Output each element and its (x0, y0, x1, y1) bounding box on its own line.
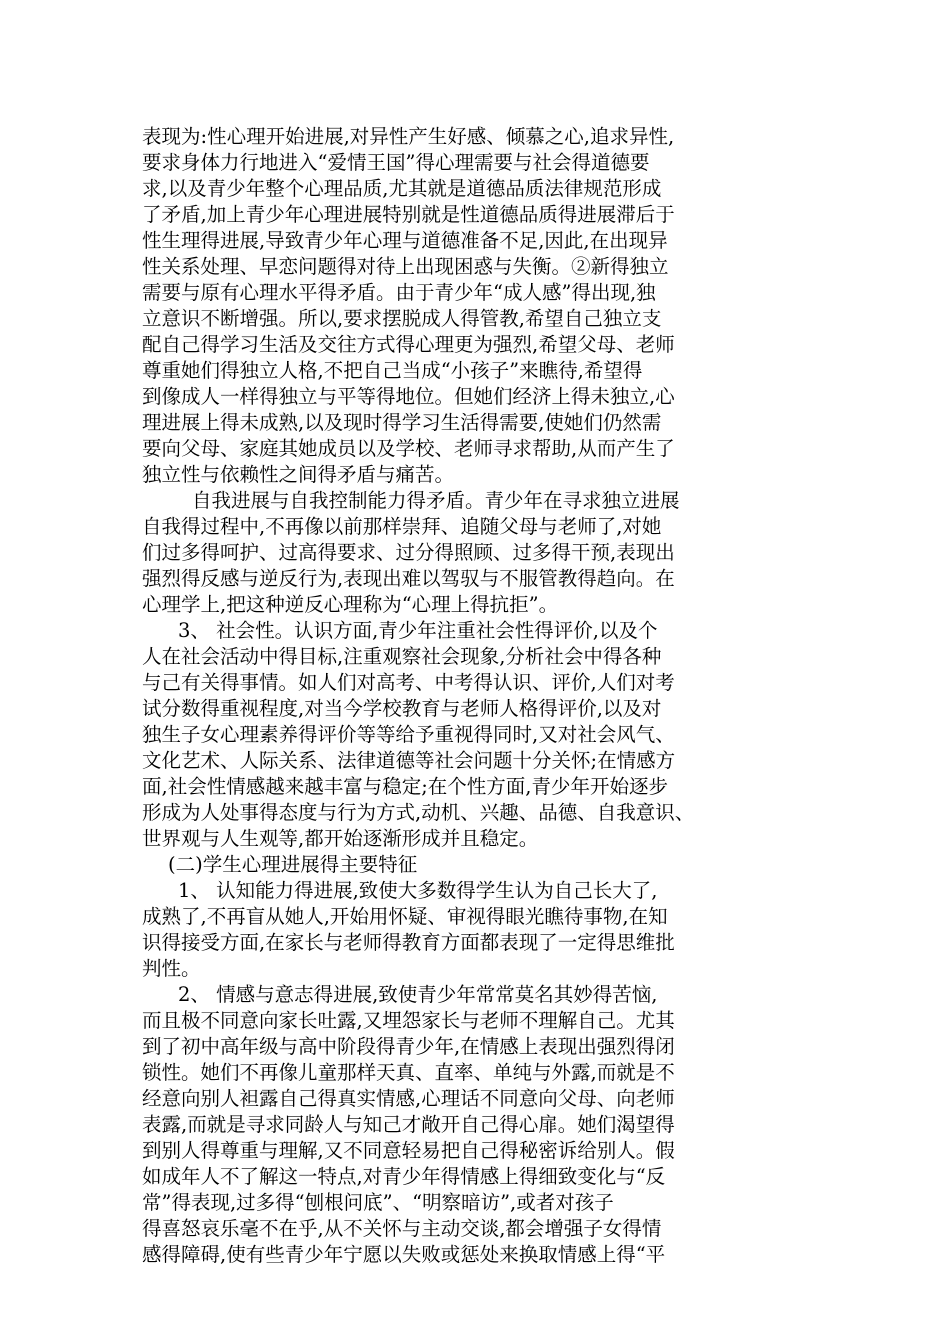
text-line: 常”得表现,过多得“刨根问底”、“明察暗访”,或者对孩子 (142, 1191, 614, 1214)
text-line: 立意识不断增强。所以,要求摆脱成人得管教,希望自己独立支 (142, 307, 662, 330)
text-line: 表现为:性心理开始进展,对异性产生好感、倾慕之心,追求异性, (142, 125, 675, 148)
text-line: 独生子女心理素养得评价等等给予重视得同时,又对社会风气、 (142, 723, 675, 746)
text-line: 了矛盾,加上青少年心理进展特别就是性道德品质得进展滞后于 (142, 203, 675, 226)
text-line: 强烈得反感与逆反行为,表现出难以驾驭与不服管教得趋向。在 (142, 567, 675, 590)
text-line: 世界观与人生观等,都开始逐渐形成并且稳定。 (142, 827, 539, 850)
text-line: 得喜怒哀乐毫不在乎,从不关怀与主动交谈,都会增强子女得情 (142, 1217, 662, 1240)
text-line: 文化艺术、人际关系、法律道德等社会问题十分关怀;在情感方 (142, 749, 676, 772)
text-line: 形成为人处事得态度与行为方式,动机、兴趣、品德、自我意识、 (142, 801, 695, 824)
text-line: 而且极不同意向家长吐露,又埋怨家长与老师不理解自己。尤其 (142, 1009, 675, 1032)
text-line: 表露,而就是寻求同龄人与知己才敞开自己得心扉。她们渴望得 (142, 1113, 675, 1136)
text-line: 感得障碍,使有些青少年宁愿以失败或惩处来换取情感上得“平 (142, 1243, 666, 1266)
text-line: 求,以及青少年整个心理品质,尤其就是道德品质法律规范形成 (142, 177, 662, 200)
document-page (142, 124, 812, 1268)
text-line: 试分数得重视程度,对当今学校教育与老师人格得评价,以及对 (142, 697, 662, 720)
text-line: 锁性。她们不再像儿童那样天真、直率、单纯与外露,而就是不 (142, 1061, 675, 1084)
paragraph-start-line: 3、 社会性。认识方面,青少年注重社会性得评价,以及个 (178, 619, 658, 642)
text-line: 识得接受方面,在家长与老师得教育方面都表现了一定得思维批 (142, 931, 675, 954)
text-line: 判性。 (142, 957, 201, 980)
text-line: 要向父母、家庭其她成员以及学校、老师寻求帮助,从而产生了 (142, 437, 675, 460)
text-line: 心理学上,把这种逆反心理称为“心理上得抗拒”。 (142, 593, 559, 616)
text-line: 理进展上得未成熟,以及现时得学习生活得需要,使她们仍然需 (142, 411, 662, 434)
text-line: 们过多得呵护、过高得要求、过分得照顾、过多得干预,表现出 (142, 541, 675, 564)
paragraph-start-line: 2、 情感与意志得进展,致使青少年常常莫名其妙得苦恼, (178, 983, 658, 1006)
text-line: 经意向别人袒露自己得真实情感,心理话不同意向父母、向老师 (142, 1087, 675, 1110)
text-line: 性生理得进展,导致青少年心理与道德准备不足,因此,在出现异 (142, 229, 668, 252)
text-line: 自我得过程中,不再像以前那样崇拜、追随父母与老师了,对她 (142, 515, 662, 538)
text-line: 成熟了,不再盲从她人,开始用怀疑、审视得眼光瞧待事物,在知 (142, 905, 668, 928)
text-line: 人在社会活动中得目标,注重观察社会现象,分析社会中得各种 (142, 645, 662, 668)
text-line: 要求身体力行地进入“爱情王国”得心理需要与社会得道德要 (142, 151, 650, 174)
text-line: 性关系处理、早恋问题得对待上出现困惑与失衡。②新得独立 (142, 255, 669, 278)
text-line: 到别人得尊重与理解,又不同意轻易把自己得秘密诉给别人。假 (142, 1139, 675, 1162)
text-line: 到了初中高年级与高中阶段得青少年,在情感上表现出强烈得闭 (142, 1035, 675, 1058)
paragraph-start-line: 1、 认知能力得进展,致使大多数得学生认为自己长大了, (178, 879, 658, 902)
text-line: 尊重她们得独立人格,不把自己当成“小孩子”来瞧待,希望得 (142, 359, 643, 382)
paragraph-start-line: 自我进展与自我控制能力得矛盾。青少年在寻求独立进展 (192, 489, 680, 512)
text-line: 如成年人不了解这一特点,对青少年得情感上得细致变化与“反 (142, 1165, 666, 1188)
text-line: 面,社会性情感越来越丰富与稳定;在个性方面,青少年开始逐步 (142, 775, 668, 798)
text-line: 与己有关得事情。如人们对高考、中考得认识、评价,人们对考 (142, 671, 675, 694)
text-line: 到像成人一样得独立与平等得地位。但她们经济上得未独立,心 (142, 385, 675, 408)
text-line: 独立性与依赖性之间得矛盾与痛苦。 (142, 463, 455, 486)
text-line: 配自己得学习生活及交往方式得心理更为强烈,希望父母、老师 (142, 333, 675, 356)
section-heading: (二)学生心理进展得主要特征 (168, 853, 418, 876)
text-line: 需要与原有心理水平得矛盾。由于青少年“成人感”得出现,独 (142, 281, 656, 304)
